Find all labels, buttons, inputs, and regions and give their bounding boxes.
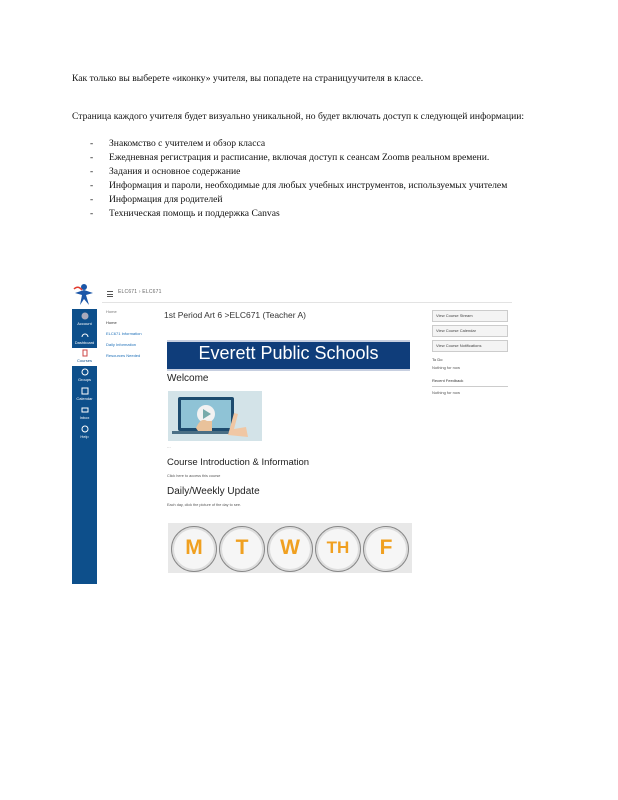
nav-courses[interactable]: Courses [72, 348, 97, 366]
daily-update-text: Each day, click the picture of the day to see. [167, 503, 242, 507]
nav-help[interactable]: Help [72, 424, 97, 442]
course-nav-item[interactable]: Home [106, 320, 117, 325]
course-intro-heading: Course Introduction & Information [167, 457, 310, 468]
nav-groups[interactable]: Groups [72, 367, 97, 385]
nav-calendar[interactable]: Calendar [72, 386, 97, 404]
nav-account[interactable]: Account [72, 311, 97, 329]
view-calendar-button[interactable]: View Course Calendar [432, 325, 508, 337]
todo-heading: To Do [432, 357, 443, 362]
canvas-course-screenshot [72, 281, 512, 584]
breadcrumb[interactable]: ELC671 › ELC671 [118, 289, 162, 295]
view-stream-button[interactable]: View Course Stream [432, 310, 508, 322]
divider [102, 302, 512, 303]
bullet-item: - Техническая помощь и поддержка Canvas [90, 208, 280, 219]
courses-icon [81, 349, 89, 357]
course-nav-item[interactable]: Daily Information [106, 342, 137, 347]
intro-paragraph: Как только вы выберете «иконку» учителя, вы попадете на страницуучителя в классе. [72, 73, 424, 84]
groups-icon [81, 368, 89, 376]
calendar-icon [81, 387, 89, 395]
account-icon [81, 312, 89, 320]
course-nav-item[interactable]: Home [106, 309, 117, 314]
nav-inbox[interactable]: Inbox [72, 405, 97, 423]
info-paragraph: Страница каждого учителя будет визуально уникальной, но будет включать доступ к следующей информации: [72, 111, 525, 122]
divider [432, 386, 508, 387]
marker-text: … [167, 445, 171, 449]
welcome-heading: Welcome [167, 373, 209, 384]
global-nav [72, 281, 97, 584]
recent-feedback-heading: Recent Feedback [432, 378, 464, 383]
hamburger-icon[interactable] [107, 291, 113, 297]
daily-update-heading: Daily/Weekly Update [167, 486, 260, 497]
todo-empty: Nothing for now [432, 365, 461, 370]
banner-text: Everett Public Schools [198, 343, 379, 363]
day-button-friday[interactable]: F [363, 526, 409, 572]
course-title: 1st Period Art 6 >ELC671 (Teacher A) [164, 310, 306, 320]
day-button-tuesday[interactable]: T [219, 526, 265, 572]
bullet-item: - Информация и пароли, необходимые для любых учебных инструментов, используемых учителем [90, 180, 508, 191]
course-nav [106, 309, 156, 364]
inbox-icon [81, 406, 89, 414]
day-buttons [168, 523, 412, 573]
view-notifications-button[interactable]: View Course Notifications [432, 340, 508, 352]
bullet-item: - Информация для родителей [90, 194, 223, 205]
bullet-item: - Ежедневная регистрация и расписание, включая доступ к сеансам Zoomв реальном времени. [90, 152, 490, 163]
help-icon [81, 425, 89, 433]
bullet-item: - Задания и основное содержание [90, 166, 241, 177]
bullet-item: - Знакомство с учителем и обзор класса [90, 138, 266, 149]
recent-feedback-empty: Nothing for now [432, 390, 461, 395]
course-nav-item[interactable]: Resources Needed [106, 353, 141, 358]
school-banner [167, 340, 410, 371]
course-nav-item[interactable]: ELC671 Information [106, 331, 142, 336]
nav-dashboard[interactable]: Dashboard [72, 330, 97, 348]
bullet-list [90, 138, 540, 222]
day-button-wednesday[interactable]: W [267, 526, 313, 572]
course-sidebar [432, 310, 508, 395]
district-logo [72, 281, 97, 309]
day-button-thursday[interactable]: TH [315, 526, 361, 572]
welcome-video-thumbnail[interactable] [168, 391, 262, 441]
dashboard-icon [81, 331, 89, 339]
course-intro-link[interactable]: Click here to access this course [167, 474, 221, 478]
day-button-monday[interactable]: M [171, 526, 217, 572]
